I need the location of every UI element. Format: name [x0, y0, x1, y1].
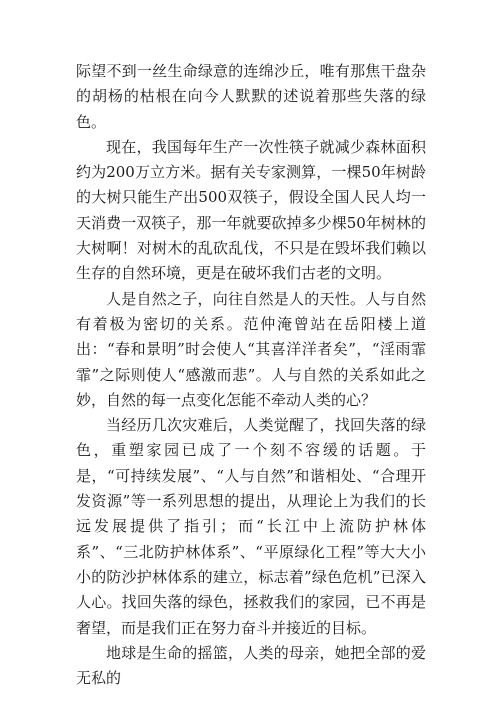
body-text: [76, 59, 426, 691]
paragraph-4: 当经历几次灾难后，人类觉醒了，找回失落的绿色，重塑家园已成了一个刻不容缓的话题。于是，“可持续发展”、“人与自然”和谐相处、“合理开发资源”等一系列思想的提出，从理论上为我们的长远发展提供了指引；而“长江中上流防护林体系”、“三北防护林体系”、“平原绿化工程”等大大小小的防沙护林体系的建立，标志着”绿色危机”已深入人心。找回失落的绿色，拯救我们的家园，已不再是奢望，而是我们正在努力奋斗并接近的目标。: [76, 416, 426, 637]
paragraph-1: 际望不到一丝生命绿意的连绵沙丘，唯有那焦干盘杂的胡杨的枯根在向今人默默的述说着那些失落的绿色。: [76, 62, 426, 131]
paragraph-5: 地球是生命的摇篮，人类的母亲，她把全部的爱无私的: [76, 643, 426, 688]
paragraph-3: 人是自然之子，向往自然是人的天性。人与自然有着极为密切的关系。范仲淹曾站在岳阳楼上道出：“春和景明”时会使人“其喜洋洋者矣”，“淫雨霏霏”之际则使人“感激而悲”。人与自然的关系如此之妙，自然的每一点变化怎能不牵动人类的心？: [76, 289, 426, 409]
paragraph-2: 现在，我国每年生产一次性筷子就减少森林面积约为200万立方米。据有关专家测算，一棵50年树龄的大树只能生产出500双筷子，假设全国人民人均一天消费一双筷子，那一年就要砍掉多少棵50年树林的大树啊！对树木的乱砍乱伐，不只是在毁坏我们赖以生存的自然环境，更是在破坏我们古老的文明。: [76, 137, 426, 283]
